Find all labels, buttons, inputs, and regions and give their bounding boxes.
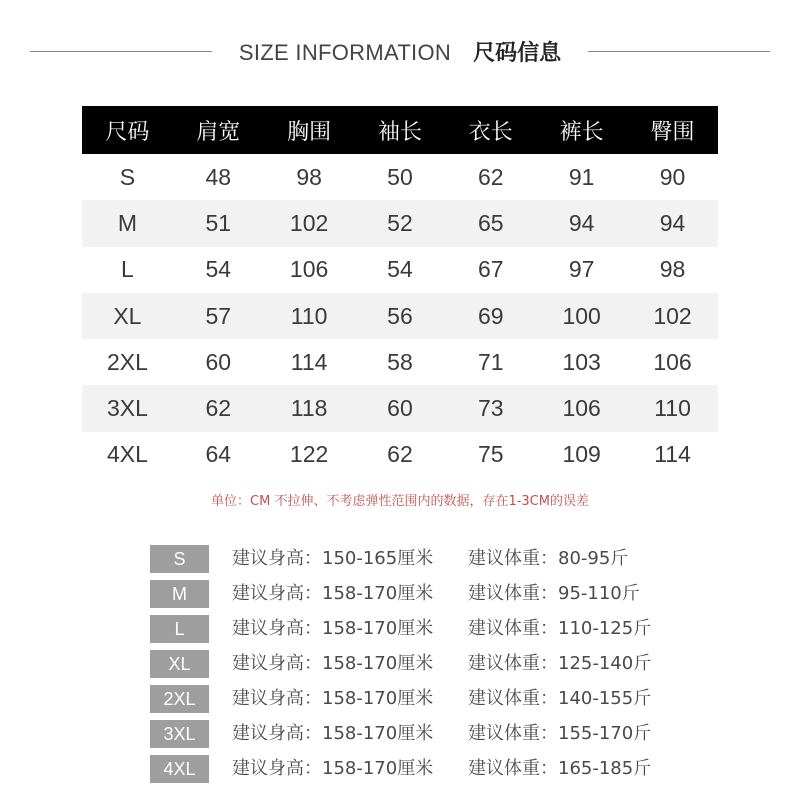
table-cell: 60: [205, 348, 232, 375]
recommended-weight: 建议体重：165-185斤: [468, 758, 652, 779]
recommended-weight: 建议体重：155-170斤: [468, 723, 652, 744]
table-cell: 54: [387, 256, 413, 283]
table-cell: 109: [562, 441, 601, 468]
table-cell: 69: [445, 293, 536, 339]
table-cell: 90: [659, 163, 686, 190]
recommendation-row: [150, 683, 710, 718]
col-header-shoulder: 肩宽: [173, 106, 264, 154]
recommended-height: 建议身高：158-170厘米: [232, 723, 434, 744]
table-cell: 58: [387, 348, 413, 375]
table-cell: 67: [478, 256, 504, 283]
recommendation-row: [150, 753, 710, 788]
table-cell: 50: [387, 163, 413, 190]
table-cell: 98: [659, 256, 686, 283]
table-cell: 118: [264, 385, 355, 431]
recommended-weight: 建议体重：110-125斤: [468, 618, 652, 639]
recommendation-row: [150, 543, 710, 578]
col-header-size: 尺码: [82, 106, 173, 154]
recommended-height: 建议身高：150-165厘米: [232, 548, 434, 569]
table-cell: 65: [445, 200, 536, 246]
table-row: [82, 293, 718, 339]
divider-right: [588, 51, 770, 52]
table-cell: 52: [355, 200, 446, 246]
title-chinese: 尺码信息: [473, 41, 562, 66]
recommended-weight: 建议体重：95-110斤: [468, 583, 640, 604]
table-cell: S: [119, 163, 136, 190]
size-badge: L: [150, 615, 209, 643]
table-cell: 114: [290, 348, 328, 375]
table-cell: 51: [173, 200, 264, 246]
col-header-hip: 臀围: [627, 106, 718, 154]
table-cell: 106: [653, 348, 692, 375]
recommended-height: 建议身高：158-170厘米: [232, 583, 434, 604]
table-cell: M: [82, 200, 173, 246]
measurement-note: 单位：CM 不拉伸、不考虑弹性范围内的数据，存在1-3CM的误差: [211, 494, 589, 509]
table-cell: 94: [627, 200, 718, 246]
table-cell: 97: [568, 256, 595, 283]
recommendation-row: [150, 578, 710, 613]
size-badge: 3XL: [150, 720, 209, 748]
table-cell: L: [121, 256, 134, 283]
table-cell: 71: [478, 348, 504, 375]
table-cell: 62: [478, 163, 504, 190]
page-header: [0, 30, 800, 74]
recommended-height: 建议身高：158-170厘米: [232, 618, 434, 639]
size-badge: 4XL: [150, 755, 209, 783]
table-row: [82, 385, 718, 431]
table-header-row: [82, 106, 718, 154]
recommendation-row: [150, 718, 710, 753]
col-header-sleeve: 袖长: [355, 106, 446, 154]
table-row: [82, 247, 718, 293]
recommendation-row: [150, 648, 710, 683]
col-header-chest: 胸围: [264, 106, 355, 154]
table-cell: 100: [536, 293, 627, 339]
size-badge: 2XL: [150, 685, 209, 713]
table-cell: 98: [296, 163, 322, 190]
table-cell: 54: [205, 256, 232, 283]
size-badge: S: [150, 545, 209, 573]
col-header-pants-length: 裤长: [536, 106, 627, 154]
table-cell: 56: [355, 293, 446, 339]
table-row: [82, 432, 718, 478]
table-cell: 114: [654, 441, 691, 468]
recommended-height: 建议身高：158-170厘米: [232, 758, 434, 779]
recommended-weight: 建议体重：80-95斤: [468, 548, 629, 569]
recommended-height: 建议身高：158-170厘米: [232, 653, 434, 674]
table-cell: 48: [205, 163, 232, 190]
table-cell: 2XL: [106, 348, 148, 375]
recommended-weight: 建议体重：125-140斤: [468, 653, 652, 674]
table-cell: 60: [355, 385, 446, 431]
table-row: [82, 339, 718, 385]
size-badge: XL: [150, 650, 209, 678]
table-cell: 4XL: [106, 441, 148, 468]
table-cell: 103: [562, 348, 601, 375]
table-cell: 122: [289, 441, 329, 468]
size-badge: M: [150, 580, 209, 608]
table-cell: 62: [173, 385, 264, 431]
table-cell: 94: [536, 200, 627, 246]
table-cell: 73: [445, 385, 536, 431]
size-table: [82, 106, 718, 478]
table-cell: 102: [264, 200, 355, 246]
table-cell: 106: [536, 385, 627, 431]
table-cell: 75: [478, 441, 504, 468]
table-row: [82, 200, 718, 246]
table-cell: 57: [173, 293, 264, 339]
table-cell: 62: [387, 441, 413, 468]
table-cell: 110: [627, 385, 718, 431]
table-cell: 110: [264, 293, 355, 339]
table-cell: 3XL: [82, 385, 173, 431]
table-row: [82, 154, 718, 200]
table-cell: 106: [289, 256, 329, 283]
table-cell: XL: [82, 293, 173, 339]
table-cell: 64: [205, 441, 232, 468]
recommended-height: 建议身高：158-170厘米: [232, 688, 434, 709]
col-header-length: 衣长: [445, 106, 536, 154]
title-english: SIZE INFORMATION: [238, 40, 452, 65]
recommendation-list: [150, 543, 710, 788]
table-cell: 102: [627, 293, 718, 339]
recommendation-row: [150, 613, 710, 648]
recommended-weight: 建议体重：140-155斤: [468, 688, 652, 709]
table-cell: 91: [568, 163, 595, 190]
